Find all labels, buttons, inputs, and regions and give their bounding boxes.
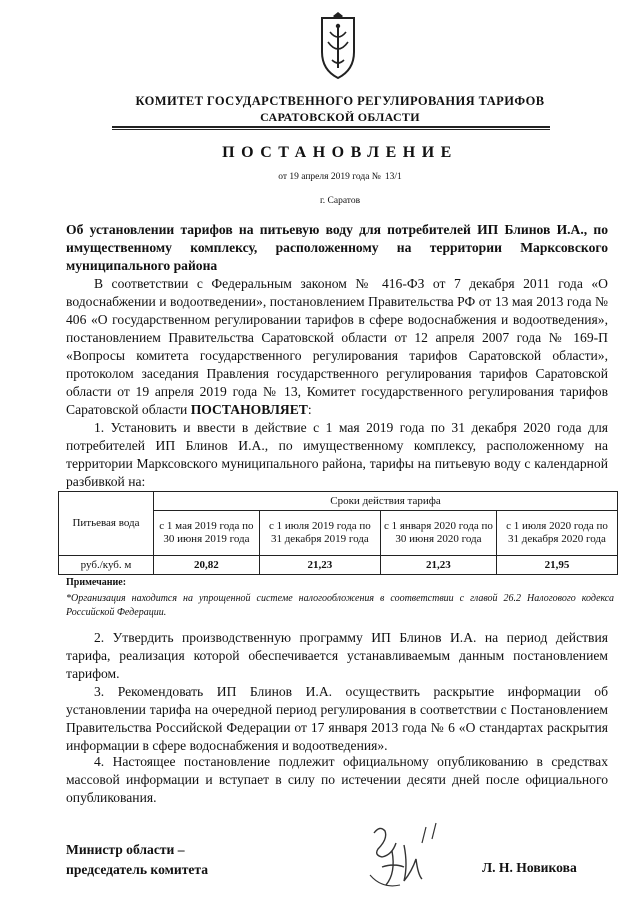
organization-name: КОМИТЕТ ГОСУДАРСТВЕННОГО РЕГУЛИРОВАНИЯ ТАРИФОВ — [135, 94, 545, 108]
organization-region: САРАТОВСКОЙ ОБЛАСТИ — [260, 110, 420, 124]
document-date-line — [90, 172, 590, 182]
clause-3: 3. Рекомендовать ИП Блинов И.А. осуществить раскрытие информации об установлении тарифа на очередной период регулирования в соответствии с Постановлением Правительства Российской Федерации от 17 января 2013 года № 6 «О стандартах раскрытия информации в сфере водоснабжения и водоотведения». — [66, 684, 608, 753]
signatory-position-line2: председатель комитета — [66, 862, 209, 877]
table-period-4: с 1 июля 2020 года по 31 декабря 2020 года — [496, 511, 617, 556]
clause-4: 4. Настоящее постановление подлежит официальному опубликованию в средствах массовой информации и вступает в силу по истечении десяти дней после официального опубликования. — [66, 754, 608, 805]
document-type: ПОСТАНОВЛЕНИЕ — [222, 144, 458, 161]
table-unit: руб./куб. м — [59, 556, 154, 575]
signatory-name: Л. Н. Новикова — [482, 860, 577, 875]
document-date: от 19 апреля 2019 года № — [278, 172, 381, 182]
document-number: 13/1 — [384, 172, 402, 182]
tariff-value-2: 21,23 — [259, 556, 380, 575]
tariff-value-3: 21,23 — [380, 556, 496, 575]
coat-of-arms-icon — [318, 12, 358, 80]
tariff-value-1: 20,82 — [154, 556, 260, 575]
table-period-2: с 1 июля 2019 года по 31 декабря 2019 года — [259, 511, 380, 556]
tariff-value-4: 21,95 — [496, 556, 617, 575]
document-subject: Об установлении тарифов на питьевую воду для потребителей ИП Блинов И.А., по имущественному комплексу, расположенному на территории Марксовского муниципального района — [66, 222, 608, 273]
table-row-header: Питьевая вода — [59, 492, 154, 556]
preamble-paragraph — [66, 275, 608, 419]
signatory-position — [66, 840, 208, 880]
document-city: г. Саратов — [319, 196, 361, 206]
preamble-end: : — [307, 402, 312, 417]
footnote: *Организация находится на упрощенной системе налогообложения в соответствии с главой 26.2 Налогового кодекса Российской Федерации. — [66, 593, 614, 618]
table-period-1: с 1 мая 2019 года по 30 июня 2019 года — [154, 511, 260, 556]
handwritten-signature — [352, 815, 462, 895]
tariff-table — [58, 491, 618, 575]
table-period-3: с 1 января 2020 года по 30 июня 2020 года — [380, 511, 496, 556]
header-divider-thin — [112, 129, 550, 130]
clause-1: 1. Установить и ввести в действие с 1 мая 2019 года по 31 декабря 2020 года для потребителей ИП Блинов И.А., по имущественному комплексу, расположенному на территории Марксовского муниципального района, тарифы на питьевую воду с календарной разбивкой на: — [66, 420, 608, 489]
signatory-position-line1: Министр области – — [66, 842, 185, 857]
clause-2: 2. Утвердить производственную программу ИП Блинов И.А. на период действия тарифа, реализация которой обеспечивается устанавливаемым данным постановлением тарифом. — [66, 630, 608, 681]
preamble-text: В соответствии с Федеральным законом № 416-ФЗ от 7 декабря 2011 года «О водоснабжении и водоотведении», постановлением Правительства РФ от 13 мая 2013 года № 406 «О государственном регулировании тарифов в сфере водоснабжения и водоотведения», постановлением Правительства Саратовской области от 12 апреля 2007 года № 169-П «Вопросы комитета государственного регулирования тарифов Саратовской области», протоколом заседания Правления государственного регулирования тарифов Саратовской области от 19 апреля 2019 года № 13, Комитет государственного регулирования тарифов Саратовской области — [66, 276, 608, 417]
table-period-header: Сроки действия тарифа — [154, 492, 618, 511]
header-divider — [112, 126, 550, 128]
resolution-keyword: ПОСТАНОВЛЯЕТ — [190, 402, 308, 417]
note-label: Примечание: — [66, 577, 127, 588]
